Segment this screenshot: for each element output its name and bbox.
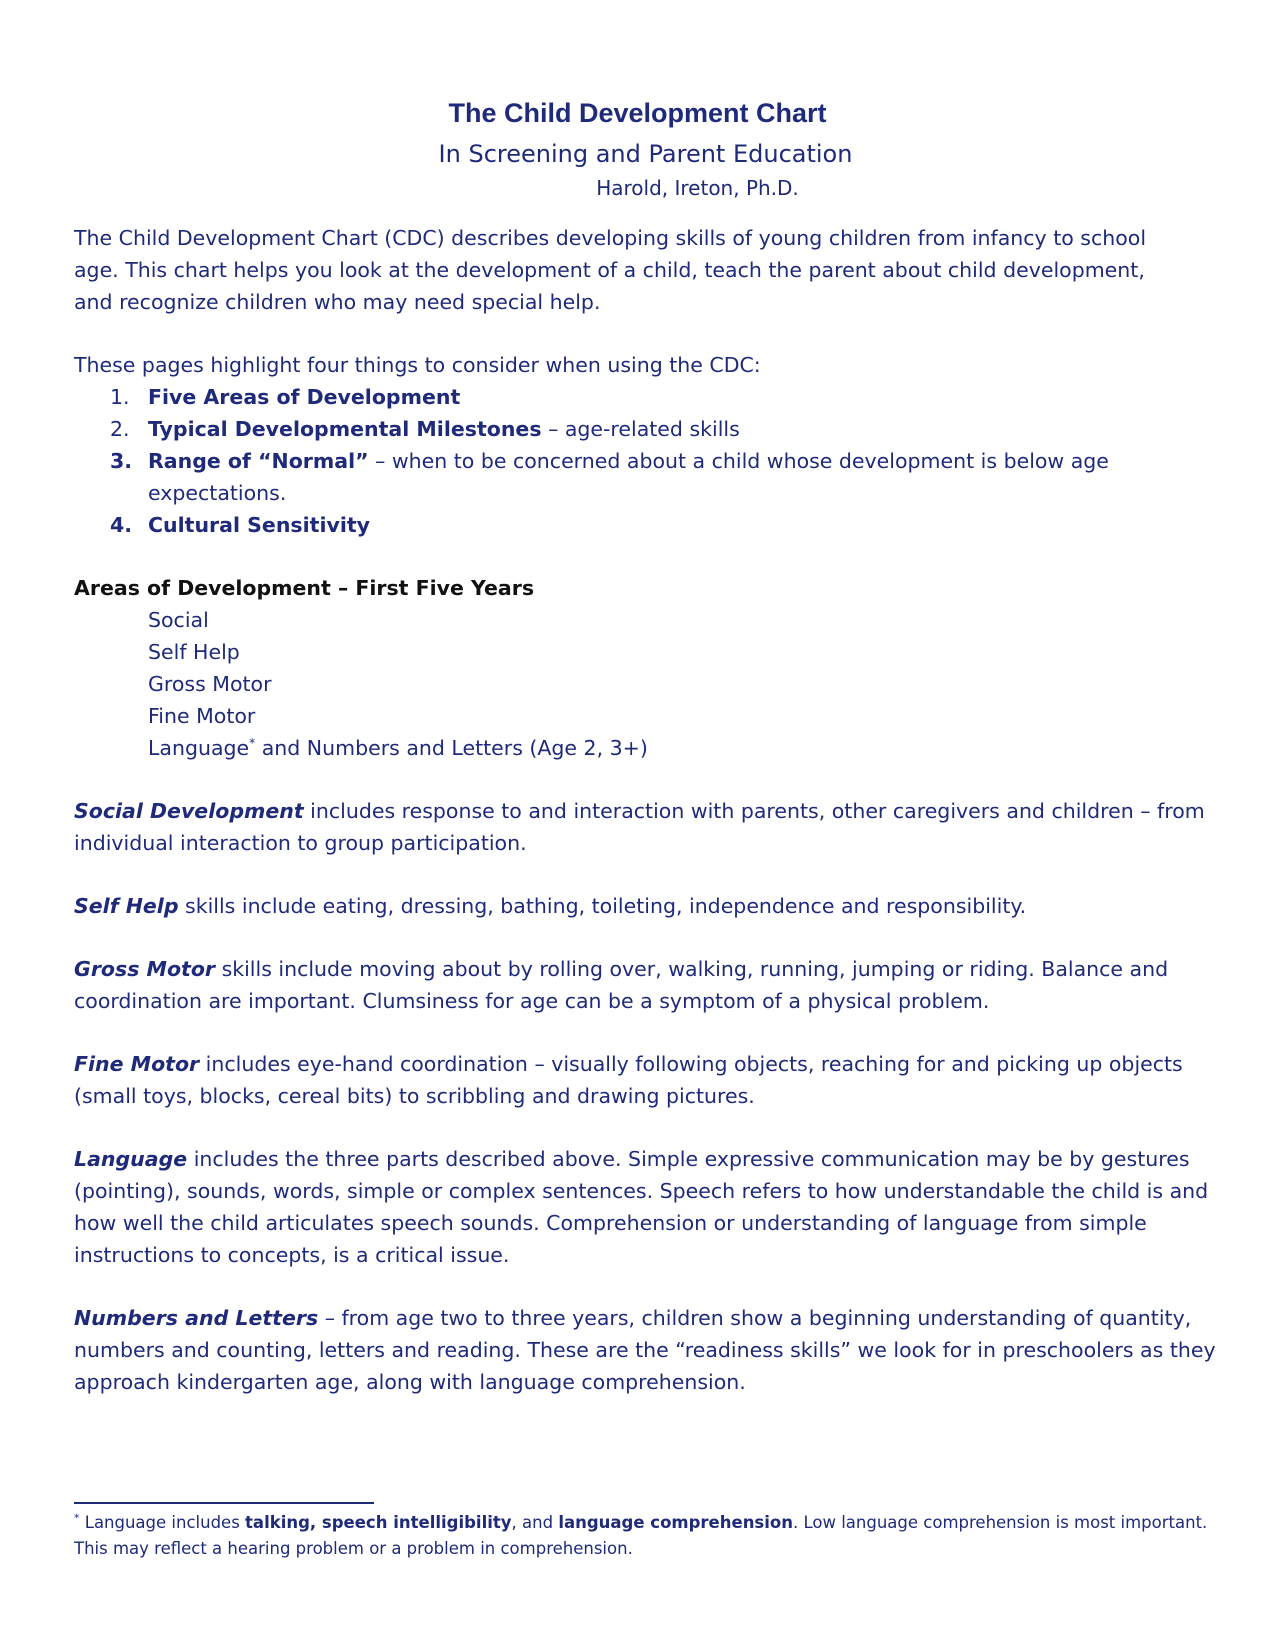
area-item-language [74, 732, 1234, 764]
document-body [74, 222, 1234, 1429]
list-number: 3. [110, 449, 133, 473]
definition-term: Gross Motor [74, 957, 216, 981]
list-item [74, 381, 1234, 413]
definition-text: includes the three parts described above. Simple expressive communication may be by gestures (pointing), sounds, words, simple or complex sentences. Speech refers to how understandable the child is and how well the child articulates speech sounds. Comprehension or understanding of language from simple instructions to concepts, is a critical issue. [74, 1147, 1209, 1267]
list-term: Five Areas of Development [148, 385, 461, 409]
considerations-section [74, 349, 1234, 541]
footnote-bold: language comprehension [558, 1513, 793, 1532]
list-desc: – when to be concerned about a child whose development is below age expectations. [148, 449, 1109, 505]
areas-section [74, 572, 1234, 764]
considerations-list [74, 381, 1234, 541]
definition-fine-motor [74, 1048, 1234, 1112]
definition-text: includes response to and interaction with parents, other caregivers and children – from individual interaction to group participation. [74, 799, 1205, 855]
area-language-label: Language [148, 736, 250, 760]
footnote-marker: * [74, 1511, 80, 1525]
footnote-text: , and [511, 1513, 559, 1532]
footnote [74, 1510, 1234, 1562]
definition-text: – from age two to three years, children show a beginning understanding of quantity, numbers and counting, letters and reading. These are the “readiness skills” we look for in preschoolers as they approach kindergarten age, along with language comprehension. [74, 1306, 1216, 1394]
definition-numbers-letters [74, 1302, 1234, 1398]
definition-term: Self Help [74, 894, 179, 918]
list-term: Cultural Sensitivity [148, 513, 371, 537]
footnote-text: Language includes [79, 1513, 246, 1532]
document-author: Harold, Ireton, Ph.D. [596, 176, 799, 200]
areas-list [74, 604, 1234, 764]
definition-term: Fine Motor [74, 1052, 200, 1076]
area-language-rest: and Numbers and Letters (Age 2, 3+) [255, 736, 648, 760]
definition-text: skills include eating, dressing, bathing, toileting, independence and responsibility. [178, 894, 1027, 918]
document-title: The Child Development Chart [448, 98, 827, 128]
list-term: Range of “Normal” [148, 449, 369, 473]
area-item: Social [148, 608, 209, 632]
list-number: 2. [110, 417, 130, 441]
area-item: Self Help [148, 640, 240, 664]
definition-text: skills include moving about by rolling over, walking, running, jumping or riding. Balance and coordination are important. Clumsiness for age can be a symptom of a physical problem. [74, 957, 1169, 1013]
document-subtitle: In Screening and Parent Education [438, 140, 853, 168]
definition-gross-motor [74, 953, 1234, 1017]
areas-heading: Areas of Development – First Five Years [74, 576, 535, 600]
footnote-divider [74, 1502, 374, 1504]
area-item: Gross Motor [148, 672, 272, 696]
definition-term: Social Development [74, 799, 304, 823]
definition-social [74, 795, 1234, 859]
footnote-text: . Low language comprehension is most important. This may reflect a hearing problem or a problem in comprehension. [74, 1513, 1208, 1558]
intro-paragraph: The Child Development Chart (CDC) describes developing skills of young children from infancy to school age. This chart helps you look at the development of a child, teach the parent about child development, and recognize children who may need special help. [74, 226, 1147, 314]
footnote-ref: * [249, 736, 256, 751]
definition-self-help [74, 890, 1234, 922]
footnote-bold: talking, speech intelligibility [245, 1513, 512, 1532]
definition-term: Language [74, 1147, 188, 1171]
area-item: Fine Motor [148, 704, 256, 728]
list-desc: – age-related skills [541, 417, 740, 441]
definition-language [74, 1143, 1234, 1271]
definition-term: Numbers and Letters [74, 1306, 319, 1330]
list-number: 1. [110, 385, 130, 409]
considerations-lead: These pages highlight four things to consider when using the CDC: [74, 353, 761, 377]
list-item [74, 445, 1234, 509]
list-item [74, 509, 1234, 541]
list-item [74, 413, 1234, 445]
list-term: Typical Developmental Milestones [148, 417, 542, 441]
definition-text: includes eye-hand coordination – visually following objects, reaching for and picking up objects (small toys, blocks, cereal bits) to scribbling and drawing pictures. [74, 1052, 1183, 1108]
list-number: 4. [110, 513, 133, 537]
